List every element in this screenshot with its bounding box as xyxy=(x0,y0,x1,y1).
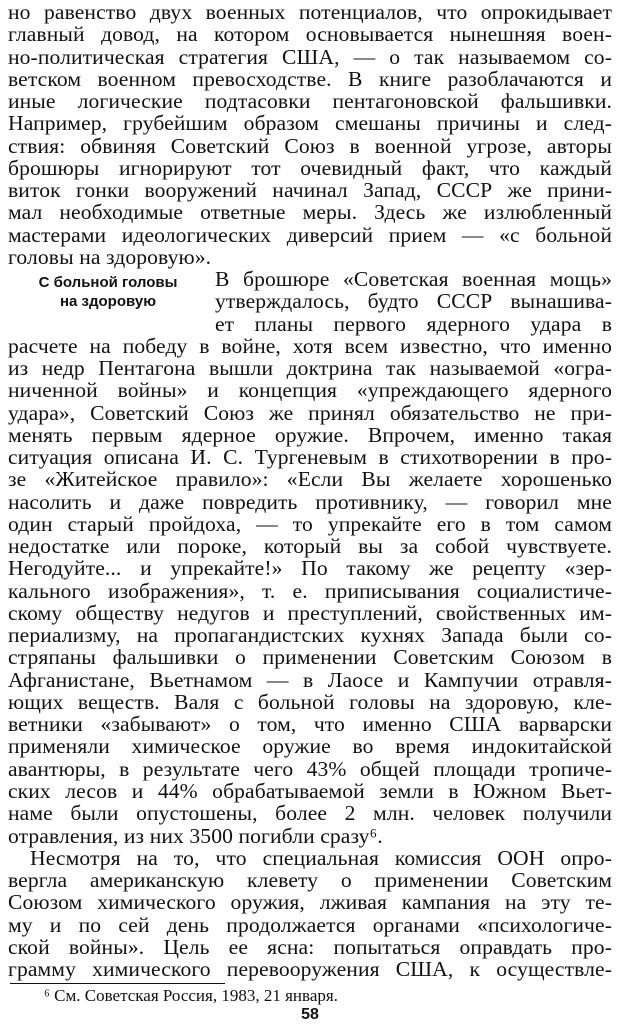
text-line: стряпаны фальшивки о применении Советским Союзом в xyxy=(8,645,612,670)
text-line: менять первым ядерное оружие. Впрочем, именно такая xyxy=(8,422,612,447)
subheading-line: на здоровую xyxy=(59,293,157,311)
text-line: один старый пройдоха, — то упрекайте его в том самом xyxy=(8,511,612,536)
text-line: ветском военном превосходстве. В книге разоблачаются и xyxy=(8,66,612,91)
text-line: скому обществу недугов и преступлений, свойственных им- xyxy=(8,600,612,625)
text-line: применяли химическое оружие во время индокитайской xyxy=(8,734,612,759)
text-line: но-политическая стратегия США, — о так называемом со- xyxy=(8,44,612,69)
text-line: ниченной войны» и концепция «упреждающего ядерного xyxy=(8,378,612,403)
footnote: ⁶ См. Советская Россия, 1983, 21 января. xyxy=(44,986,338,1005)
text-line: ствия: обвиняя Советский Союз в военной угрозе, авторы xyxy=(8,133,612,158)
text-line: ской войны». Цель ее ясна: попытаться оправдать про- xyxy=(8,934,612,959)
page-number: 58 xyxy=(301,1006,319,1023)
text-line: из недр Пентагона вышли доктрина так называемой «огра- xyxy=(8,356,612,381)
text-line: В брошюре «Советская военная мощь» xyxy=(215,267,612,292)
text-line: ющих веществ. Валя с больной головы на здоровую, кле- xyxy=(8,689,612,714)
text-line: брошюры игнорируют тот очевидный факт, что каждый xyxy=(8,155,612,180)
text-line: расчете на победу в войне, хотя всем известно, что именно xyxy=(8,333,612,358)
text-line: Несмотря на то, что специальная комиссия ООН опро- xyxy=(30,845,612,870)
text-line: периализму, на пропагандистских кухнях Запада были со- xyxy=(8,623,612,648)
text-line: кального изображения», т. е. приписывания социалистиче- xyxy=(8,578,612,603)
text-line: Например, грубейшим образом смешаны причины и след- xyxy=(8,111,612,136)
text-line: грамму химического перевооружения США, к осуществле- xyxy=(8,957,612,981)
text-line: мал необходимые ответные меры. Здесь же излюбленный xyxy=(8,200,612,225)
text-line: зе «Житейское правило»: «Если Вы желаете хорошенько xyxy=(8,467,612,492)
text-line: Негодуйте... и упрекайте!» По такому же рецепту «зер- xyxy=(8,556,612,581)
text-line: вергла американскую клевету о применении Советским xyxy=(8,868,612,892)
text-line: ских лесов и 44% обрабатываемой земли в Южном Вьет- xyxy=(8,779,612,803)
text-line: ет планы первого ядерного удара в xyxy=(215,311,612,336)
text-line: Союзом химического оружия, лживая кампания на эту те- xyxy=(8,890,612,915)
subheading-line: С больной головы xyxy=(38,274,178,292)
text-line: виток гонки вооружений начинал Запад, СССР же прини- xyxy=(8,178,612,202)
section-subheading xyxy=(10,273,206,311)
text-line: главный довод, на котором основывается нынешняя воен- xyxy=(8,22,612,47)
text-line: отравления, из них 3500 погибли сразу⁶. xyxy=(8,823,383,848)
text-line: но равенство двух военных потенциалов, что опрокидывает xyxy=(8,0,612,24)
footnote-rule xyxy=(10,983,225,984)
text-line: недостатке или пороке, который вы за собой чувствуете. xyxy=(8,534,612,559)
text-line: иные логические подтасовки пентагоновской фальшивки. xyxy=(8,89,612,113)
text-line: ветники «забывают» о том, что именно США варварски xyxy=(8,712,612,737)
text-line: удара», Советский Союз же принял обязательство не при- xyxy=(8,400,612,425)
text-line: му и по сей день продолжается органами «психологиче- xyxy=(8,912,612,937)
text-line: наме были опустошены, более 2 млн. человек получили xyxy=(8,801,612,826)
text-line: головы на здоровую». xyxy=(8,244,212,269)
text-line: утверждалось, будто СССР вынашива- xyxy=(215,289,612,314)
text-line: авантюры, в результате чего 43% общей площади тропиче- xyxy=(8,756,612,781)
text-line: ситуация описана И. С. Тургеневым в стихотворении в про- xyxy=(8,445,612,470)
text-line: мастерами идеологических диверсий прием — «с больной xyxy=(8,222,612,247)
text-line: Афганистане, Вьетнамом — в Лаосе и Кампучии отравля- xyxy=(8,667,612,692)
text-line: насолить и даже повредить противнику, — говорил мне xyxy=(8,489,612,514)
